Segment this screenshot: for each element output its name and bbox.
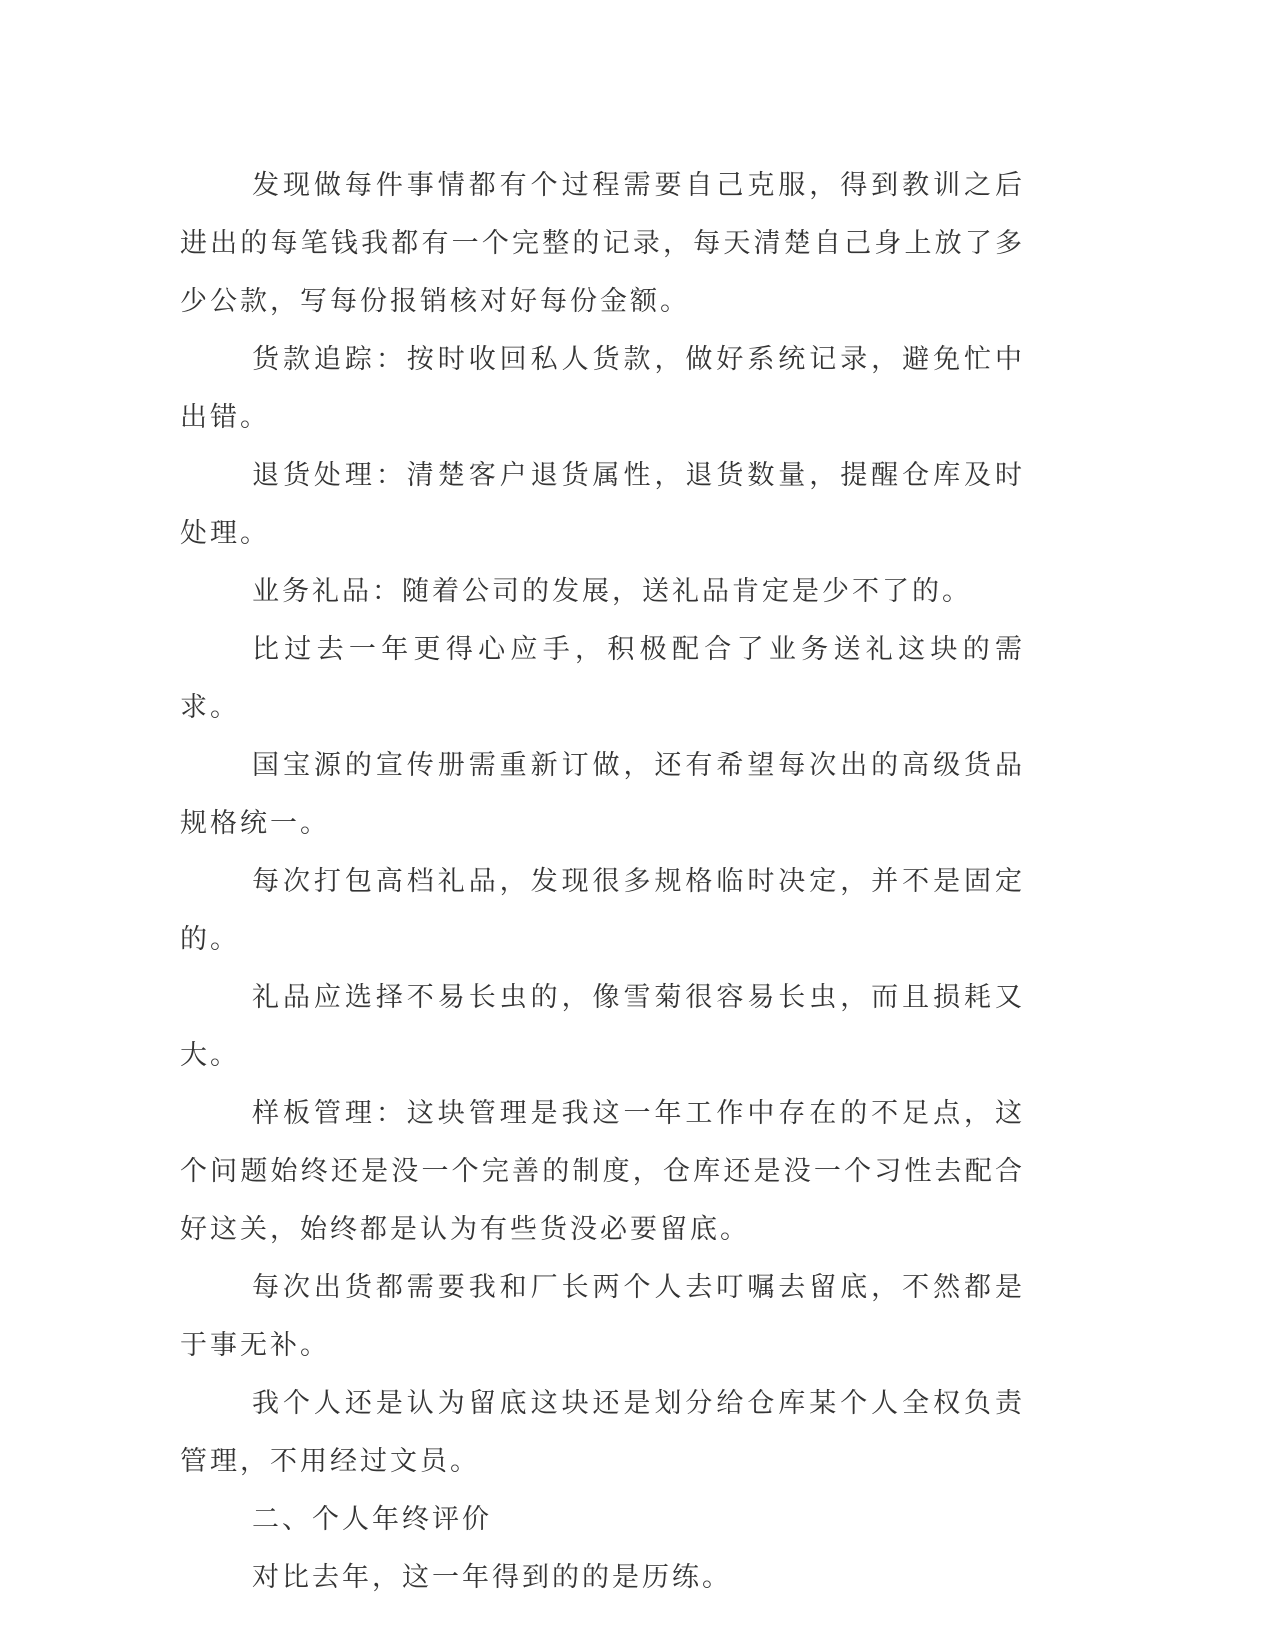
- paragraph-gift-selection: 礼品应选择不易长虫的，像雪菊很容易长虫，而且损耗又大。: [180, 982, 1025, 1071]
- paragraph-sample-management: 样板管理：这块管理是我这一年工作中存在的不足点，这个问题始终还是没一个完善的制度，仓库还是没一个习性去配合好这关，始终都是认为有些货没必要留底。: [180, 1098, 1025, 1245]
- paragraph-sample-responsibility: 我个人还是认为留底这块还是划分给仓库某个人全权负责管理，不用经过文员。: [180, 1388, 1025, 1477]
- paragraph-year-comparison: 对比去年，这一年得到的的是历练。: [252, 1562, 732, 1593]
- paragraph-business-gifts: 业务礼品：随着公司的发展，送礼品肯定是少不了的。: [252, 576, 972, 607]
- paragraph-returns-handling: 退货处理：清楚客户退货属性，退货数量，提醒仓库及时处理。: [180, 460, 1025, 549]
- paragraph-gift-cooperation: 比过去一年更得心应手，积极配合了业务送礼这块的需求。: [180, 634, 1025, 723]
- paragraph-brochure: 国宝源的宣传册需重新订做，还有希望每次出的高级货品规格统一。: [180, 750, 1025, 839]
- paragraph-records: 发现做每件事情都有个过程需要自己克服，得到教训之后进出的每笔钱我都有一个完整的记录，每天清楚自己身上放了多少公款，写每份报销核对好每份金额。: [180, 170, 1025, 317]
- paragraph-shipping-samples: 每次出货都需要我和厂长两个人去叮嘱去留底，不然都是于事无补。: [180, 1272, 1025, 1361]
- paragraph-gift-packing: 每次打包高档礼品，发现很多规格临时决定，并不是固定的。: [180, 866, 1025, 955]
- paragraph-payment-tracking: 货款追踪：按时收回私人货款，做好系统记录，避免忙中出错。: [180, 344, 1025, 433]
- document-body: [180, 157, 1025, 1607]
- section-heading-year-end-review: 二、个人年终评价: [252, 1504, 492, 1535]
